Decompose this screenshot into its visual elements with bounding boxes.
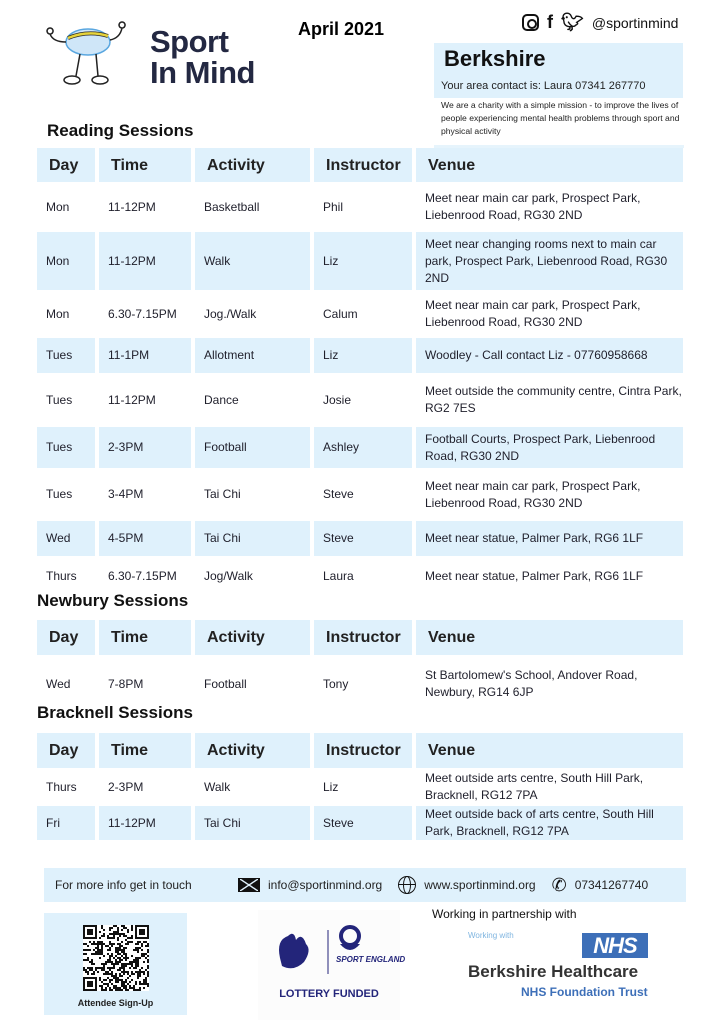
cell-instructor: Liz	[314, 232, 412, 290]
lottery-funded-label: LOTTERY FUNDED	[279, 988, 379, 1000]
cell-instructor: Tony	[323, 676, 349, 691]
cell-instructor: Calum	[323, 306, 358, 321]
website-link[interactable]: www.sportinmind.org	[398, 876, 535, 894]
table-header-row	[37, 620, 683, 655]
cell-time: 3-4PM	[108, 487, 144, 501]
reading-sessions-table	[37, 148, 683, 596]
cell-day: Mon	[37, 232, 95, 290]
table-row	[37, 294, 683, 334]
qr-label: Attendee Sign-Up	[77, 998, 154, 1008]
column-header-activity: Activity	[195, 620, 310, 655]
column-header-instructor: Instructor	[314, 148, 412, 182]
column-header-activity: Activity	[195, 733, 310, 768]
column-header-instructor: Instructor	[314, 733, 412, 768]
cell-time: 6.30-7.15PM	[108, 306, 177, 321]
envelope-icon	[238, 878, 260, 892]
cell-time: 11-1PM	[99, 338, 191, 373]
cell-day: Fri	[37, 806, 95, 840]
partner-name: Berkshire Healthcare	[468, 962, 639, 981]
cell-activity: Football	[195, 427, 310, 468]
globe-icon	[398, 876, 416, 894]
cell-activity: Walk	[204, 779, 231, 794]
table-row	[37, 806, 683, 840]
cell-time: 2-3PM	[108, 779, 144, 794]
cell-activity: Walk	[195, 232, 310, 290]
cell-activity: Tai Chi	[204, 487, 241, 501]
nhs-logo: NHS	[582, 933, 648, 958]
column-header-time: Time	[99, 148, 191, 182]
lottery-crossed-fingers-icon	[258, 910, 400, 990]
cell-instructor: Liz	[314, 338, 412, 373]
table-row	[37, 377, 683, 423]
cell-time: 7-8PM	[108, 676, 144, 691]
instagram-icon[interactable]	[522, 14, 539, 31]
cell-time: 11-12PM	[108, 199, 156, 214]
column-header-time: Time	[99, 620, 191, 655]
area-contact: Your area contact is: Laura 07341 267770	[441, 80, 646, 92]
cell-venue: Meet near main car park, Prospect Park, Liebenrood Road, RG30 2ND	[425, 478, 641, 510]
partner-label: Working in partnership with	[432, 907, 577, 921]
social-handle[interactable]: @sportinmind	[591, 14, 679, 31]
bracknell-sessions-table	[37, 733, 683, 844]
cell-activity: Dance	[204, 392, 239, 407]
section-title-newbury: Newbury Sessions	[37, 591, 189, 610]
cell-activity: Tai Chi	[195, 806, 310, 840]
cell-activity: Tai Chi	[195, 521, 310, 556]
table-row	[37, 472, 683, 517]
table-row	[37, 338, 683, 373]
cell-time: 4-5PM	[99, 521, 191, 556]
column-header-venue: Venue	[416, 620, 683, 655]
cell-activity: Allotment	[195, 338, 310, 373]
phone-link[interactable]: ✆ 07341267740	[551, 874, 649, 895]
twitter-icon[interactable]: 🐦︎	[561, 12, 584, 32]
cell-venue: Meet outside arts centre, South Hill Park, Bracknell, RG12 7PA	[425, 771, 644, 802]
cell-instructor: Steve	[314, 521, 412, 556]
qr-code[interactable]	[83, 925, 149, 991]
cell-day: Wed	[37, 521, 95, 556]
section-title-reading: Reading Sessions	[47, 121, 194, 140]
mission-statement: We are a charity with a simple mission - to improve the lives of people experiencing mental health problems through sport and physical activity	[441, 100, 680, 136]
cell-day: Tues	[46, 487, 73, 501]
column-header-day: Day	[37, 733, 95, 768]
table-row	[37, 427, 683, 468]
column-header-day: Day	[37, 148, 95, 182]
table-row	[37, 772, 683, 802]
cell-time: 11-12PM	[99, 232, 191, 290]
cell-venue: St Bartolomew's School, Andover Road, Newbury, RG14 6JP	[425, 668, 638, 699]
cell-activity: Football	[204, 676, 247, 691]
cell-venue: Woodley - Call contact Liz - 07760958668	[416, 338, 683, 373]
cell-day: Tues	[37, 427, 95, 468]
email-link[interactable]: info@sportinmind.org	[238, 878, 382, 892]
table-row	[37, 659, 683, 709]
cell-venue: Football Courts, Prospect Park, Liebenrood Road, RG30 2ND	[416, 427, 683, 468]
column-header-day: Day	[37, 620, 95, 655]
brain-mascot-icon	[38, 20, 148, 90]
region-title: Berkshire	[444, 46, 546, 71]
contact-label: For more info get in touch	[55, 878, 192, 892]
table-header-row	[37, 148, 683, 182]
cell-time: 11-12PM	[99, 806, 191, 840]
cell-day: Mon	[46, 199, 70, 214]
cell-activity: Jog/Walk	[204, 568, 253, 583]
sport-in-mind-logo	[38, 20, 278, 100]
qr-code-icon	[83, 925, 149, 991]
contact-bar	[44, 868, 686, 902]
lottery-funded-logo	[258, 910, 400, 1020]
cell-venue: Meet outside the community centre, Cintra Park, RG2 7ES	[425, 384, 682, 415]
cell-day: Tues	[37, 338, 95, 373]
column-header-instructor: Instructor	[314, 620, 412, 655]
cell-time: 6.30-7.15PM	[108, 568, 177, 583]
org-name: Sport In Mind	[150, 24, 255, 90]
cell-instructor: Laura	[323, 568, 354, 583]
cell-day: Wed	[46, 676, 71, 691]
table-row	[37, 521, 683, 556]
cell-venue: Meet near statue, Palmer Park, RG6 1LF	[416, 521, 683, 556]
facebook-icon[interactable]: f	[547, 12, 553, 32]
table-row	[37, 232, 683, 290]
table-row	[37, 560, 683, 592]
partner-subtitle: NHS Foundation Trust	[521, 985, 648, 999]
cell-day: Tues	[46, 392, 73, 407]
column-header-venue: Venue	[416, 733, 683, 768]
month-title: April 2021	[298, 19, 385, 39]
cell-day: Thurs	[46, 779, 77, 794]
cell-instructor: Josie	[323, 392, 352, 407]
cell-venue: Meet near statue, Palmer Park, RG6 1LF	[425, 568, 644, 583]
working-with-label: Working with	[468, 931, 514, 940]
cell-day: Mon	[46, 306, 70, 321]
cell-venue: Meet near main car park, Prospect Park, Liebenrood Road, RG30 2ND	[425, 298, 641, 329]
cell-day: Thurs	[46, 568, 77, 583]
cell-instructor: Liz	[323, 779, 339, 794]
cell-time: 2-3PM	[99, 427, 191, 468]
cell-activity: Basketball	[204, 199, 260, 214]
cell-activity: Jog./Walk	[204, 306, 257, 321]
cell-time: 11-12PM	[108, 392, 156, 407]
social-links	[522, 12, 678, 33]
cell-instructor: Ashley	[314, 427, 412, 468]
cell-instructor: Phil	[323, 199, 344, 214]
cell-venue: Meet near main car park, Prospect Park, Liebenrood Road, RG30 2ND	[425, 191, 641, 222]
cell-venue: Meet near changing rooms next to main car park, Prospect Park, Liebenrood Road, RG30 2ND	[416, 232, 683, 290]
cell-venue: Meet outside back of arts centre, South Hill Park, Bracknell, RG12 7PA	[416, 806, 683, 840]
newbury-sessions-table	[37, 620, 683, 713]
column-header-activity: Activity	[195, 148, 310, 182]
phone-icon: ✆	[551, 874, 567, 895]
section-title-bracknell: Bracknell Sessions	[37, 703, 193, 722]
cell-instructor: Steve	[323, 487, 354, 501]
column-header-time: Time	[99, 733, 191, 768]
table-header-row	[37, 733, 683, 768]
sport-england-text: SPORT ENGLAND	[336, 955, 406, 964]
column-header-venue: Venue	[416, 148, 683, 182]
table-row	[37, 186, 683, 228]
cell-instructor: Steve	[314, 806, 412, 840]
